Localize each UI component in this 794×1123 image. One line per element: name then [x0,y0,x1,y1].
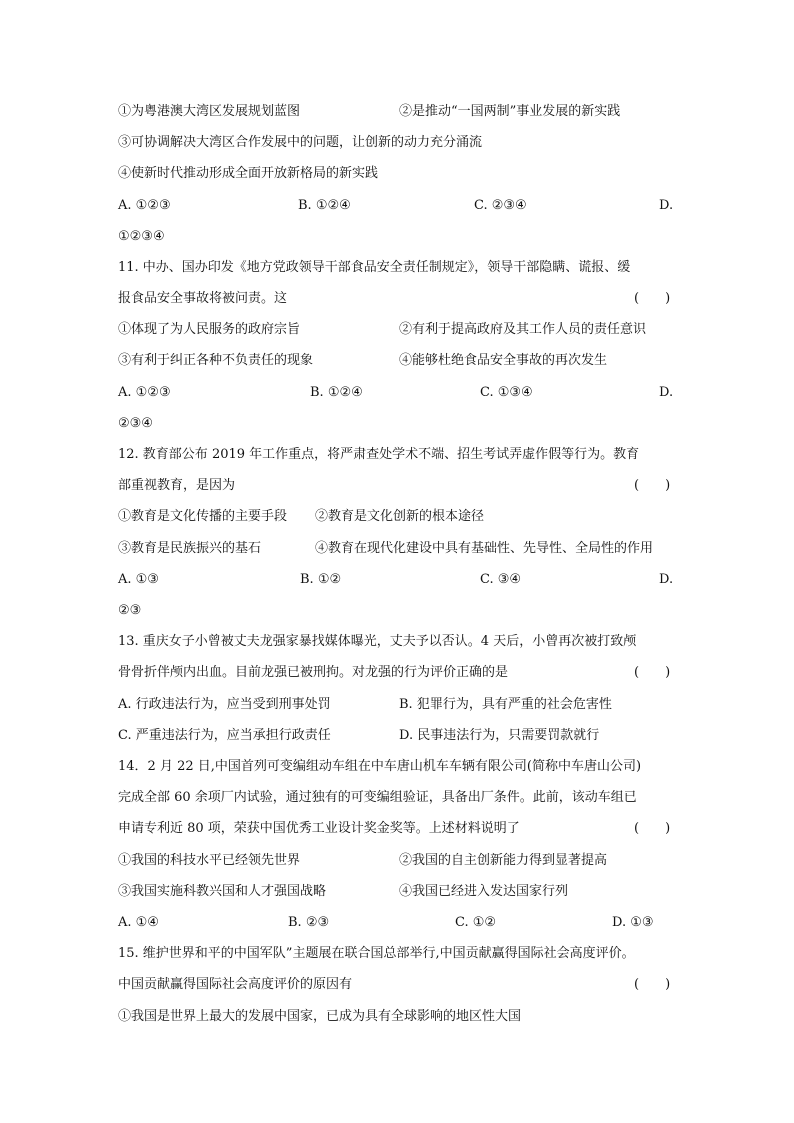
q15-answer-blank: ( ) [634,977,671,992]
q14-answer-blank: ( ) [634,821,671,836]
q11-choice-a: A. ①②③ [118,385,171,400]
q11-choice-c: C. ①③④ [480,385,533,400]
q14-option-3: ③我国实施科教兴国和人才强国战略 [118,884,327,899]
q13-choice-a: A. 行政违法行为，应当受到刑事处罚 [118,697,331,712]
q10-option-2: ②是推动“一国两制”事业发展的新实践 [399,104,621,119]
q12-stem-line-1: 12. 教育部公布 2019 年工作重点，将严肃查处学术不端、招生考试弄虚作假等行为。教育 [118,447,640,462]
q13-choice-c: C. 严重违法行为，应当承担行政责任 [118,728,331,743]
q14-choice-c: C. ①② [455,915,497,930]
q12-option-4: ④教育在现代化建设中具有基础性、先导性、全局性的作用 [315,541,654,556]
q11-stem-line-1: 11. 中办、国办印发《地方党政领导干部食品安全责任制规定》，领导干部隐瞒、谎报、缓 [118,260,631,275]
q11-option-2: ②有利于提高政府及其工作人员的责任意识 [399,322,647,337]
q13-answer-blank: ( ) [634,665,671,680]
q12-answer-blank: ( ) [634,478,671,493]
q12-choice-d: D. [659,572,674,587]
q11-answer-blank: ( ) [634,291,671,306]
q11-option-4: ④能够杜绝食品安全事故的再次发生 [399,353,608,368]
q12-stem-line-2: 部重视教育，是因为 [118,478,236,493]
q12-choice-b: B. ①② [300,572,342,587]
q14-stem-line-1: 14．2 月 22 日,中国首列可变编组动车组在中车唐山机车车辆有限公司(简称中车唐山公司) [118,759,642,774]
q15-option-1: ①我国是世界上最大的发展中国家，已成为具有全球影响的地区性大国 [118,1009,522,1024]
q13-stem-line-1: 13. 重庆女子小曾被丈夫龙强家暴找媒体曝光，丈夫予以否认。4 天后，小曾再次被打致颅 [118,634,637,649]
q12-choice-c: C. ③④ [480,572,522,587]
q10-option-1: ①为粤港澳大湾区发展规划蓝图 [118,104,301,119]
q14-choice-d: D. ①③ [612,915,654,930]
q11-choice-d: D. [659,385,674,400]
q14-stem-line-2: 完成全部 60 余项厂内试验，通过独有的可变编组验证，具备出厂条件。此前，该动车组已 [118,790,637,805]
q12-choice-d-content: ②③ [118,603,142,618]
q12-option-1: ①教育是文化传播的主要手段 [118,509,288,524]
q14-stem-line-3: 申请专利近 80 项，荣获中国优秀工业设计奖金奖等。上述材料说明了 [118,821,520,836]
q10-option-3: ③可协调解决大湾区合作发展中的问题，让创新的动力充分涌流 [118,135,483,150]
q10-option-4: ④使新时代推动形成全面开放新格局的新实践 [118,166,379,181]
q10-choice-d-content: ①②③④ [118,229,165,244]
q13-stem-line-2: 骨骨折伴颅内出血。目前龙强已被刑拘。对龙强的行为评价正确的是 [118,665,509,680]
q15-stem-line-1: 15. 维护世界和平的中国军队”主题展在联合国总部举行,中国贡献赢得国际社会高度评价。 [118,946,635,961]
q14-choice-a: A. ①④ [118,915,159,930]
q12-option-2: ②教育是文化创新的根本途径 [315,509,485,524]
q12-option-3: ③教育是民族振兴的基石 [118,541,262,556]
q11-stem-line-2: 报食品安全事故将被问责。这 [118,291,288,306]
q13-choice-b: B. 犯罪行为，具有严重的社会危害性 [399,697,612,712]
q11-option-1: ①体现了为人民服务的政府宗旨 [118,322,301,337]
q10-choice-c: C. ②③④ [474,198,527,213]
q15-stem-line-2: 中国贡献赢得国际社会高度评价的原因有 [118,977,353,992]
q11-option-3: ③有利于纠正各种不负责任的现象 [118,353,314,368]
q14-choice-b: B. ②③ [288,915,330,930]
q14-option-2: ②我国的自主创新能力得到显著提高 [399,853,608,868]
q14-option-1: ①我国的科技水平已经领先世界 [118,853,301,868]
q12-choice-a: A. ①③ [118,572,159,587]
q14-option-4: ④我国已经进入发达国家行列 [399,884,569,899]
q10-choice-d: D. [659,198,674,213]
q10-choice-b: B. ①②④ [298,198,351,213]
q10-choice-a: A. ①②③ [118,198,171,213]
q11-choice-b: B. ①②④ [310,385,363,400]
q13-choice-d: D. 民事违法行为，只需要罚款就行 [399,728,600,743]
q11-choice-d-content: ②③④ [118,416,153,431]
